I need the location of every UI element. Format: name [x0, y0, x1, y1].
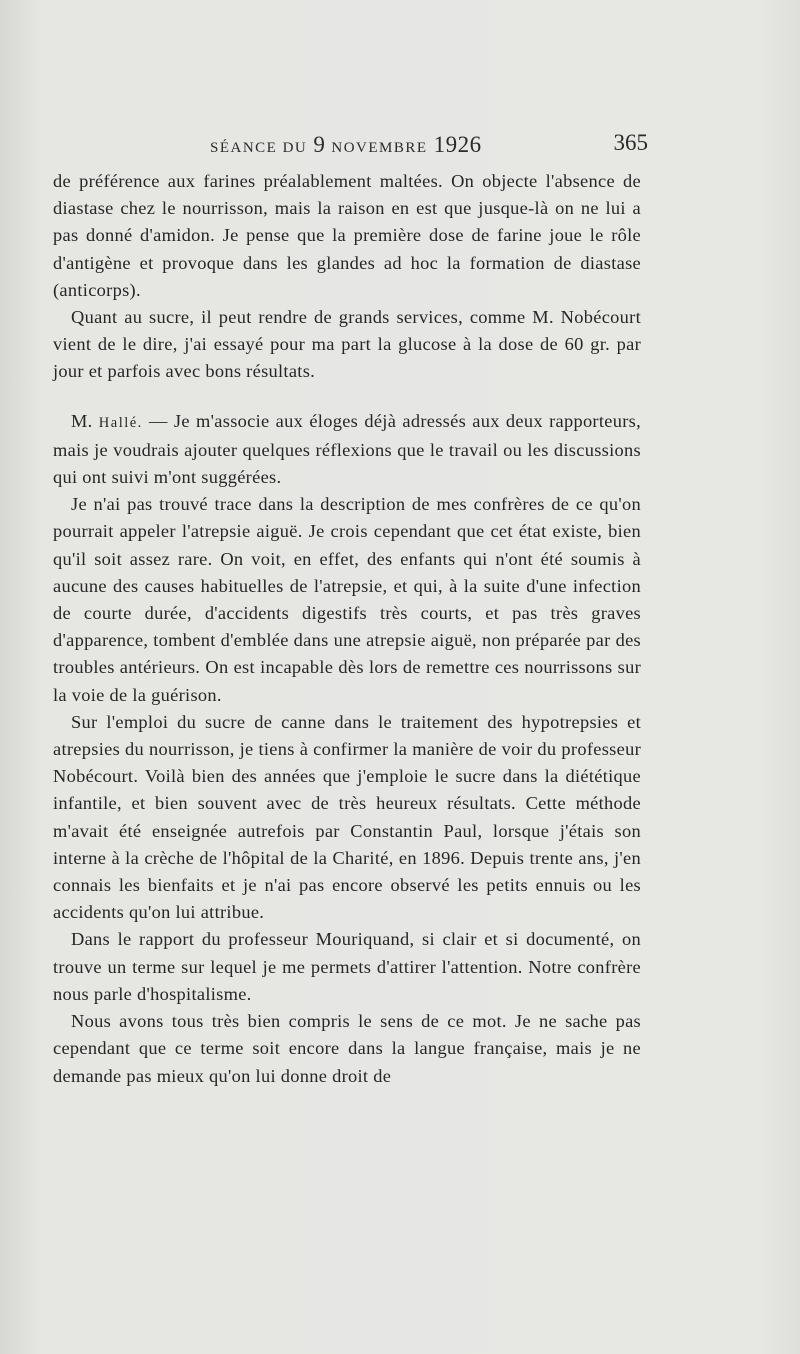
page-header: [0, 128, 800, 162]
speaker-name: Hallé.: [98, 414, 143, 431]
paragraph-3: [53, 408, 641, 492]
paragraph-2: Quant au sucre, il peut rendre de grands services, comme M. Nobécourt vient de le dire, j'ai essayé pour ma part la glucose à la dose de 60 gr. par jour et parfois avec bons résultats.: [53, 307, 641, 382]
running-head-month: NOVEMBRE: [331, 140, 428, 156]
running-head-year: 1926: [433, 132, 482, 157]
running-head-session: SÉANCE DU: [210, 140, 308, 156]
paragraph-6: Dans le rapport du professeur Mouriquand, si clair et si documenté, on trouve un terme sur lequel je me permets d'attirer l'attention. Notre confrère nous parle d'hospitalisme.: [53, 929, 641, 1004]
page-number: 365: [613, 130, 648, 155]
paragraph-4: Je n'ai pas trouvé trace dans la description de mes confrères de ce qu'on pourrait appeler l'atrepsie aiguë. Je crois cependant que cet état existe, bien qu'il soit assez rare. On voit, en effet, des enfants qui n'ont été soumis à aucune des causes habituelles de l'atrepsie, et qui, à la suite d'une infection de courte durée, d'accidents digestifs très courts, et pas très graves d'apparence, tombent d'emblée dans une atrepsie aiguë, non préparée par des troubles antérieurs. On est incapable dès lors de remettre ces nourrissons sur la voie de la guérison.: [53, 494, 641, 705]
body-text: [53, 168, 641, 1090]
speaker-prefix: M.: [71, 410, 93, 431]
paragraph-1: de préférence aux farines préalablement maltées. On objecte l'absence de diastase chez le nourrisson, mais la raison en est que jusque-là on ne lui a pas donné d'amidon. Je pense que la première dose de farine joue le rôle d'antigène et provoque dans les glandes ad hoc la formation de diastase (anticorps).: [53, 171, 641, 300]
running-head: [210, 132, 482, 158]
paragraph-5: Sur l'emploi du sucre de canne dans le traitement des hypotrepsies et atrepsies du nourrisson, je tiens à confirmer la manière de voir du professeur Nobécourt. Voilà bien des années que j'emploie le sucre dans la diététique infantile, et bien souvent avec de très heureux résultats. Cette méthode m'avait été enseignée autrefois par Constantin Paul, lorsque j'étais son interne à la crèche de l'hôpital de la Charité, en 1896. Depuis trente ans, j'en connais les bienfaits et je n'ai pas encore observé les petits ennuis ou les accidents qu'on lui attribue.: [53, 711, 641, 923]
speaker-text: — Je m'associe aux éloges déjà adressés aux deux rapporteurs, mais je voudrais ajouter quelques réflexions que le travail ou les discussions qui ont suivi m'ont suggérées.: [53, 410, 642, 488]
paragraph-7: Nous avons tous très bien compris le sens de ce mot. Je ne sache pas cependant que ce terme soit encore dans la langue française, mais je ne demande pas mieux qu'on lui donne droit de: [53, 1011, 641, 1086]
running-head-day: 9: [313, 132, 326, 157]
